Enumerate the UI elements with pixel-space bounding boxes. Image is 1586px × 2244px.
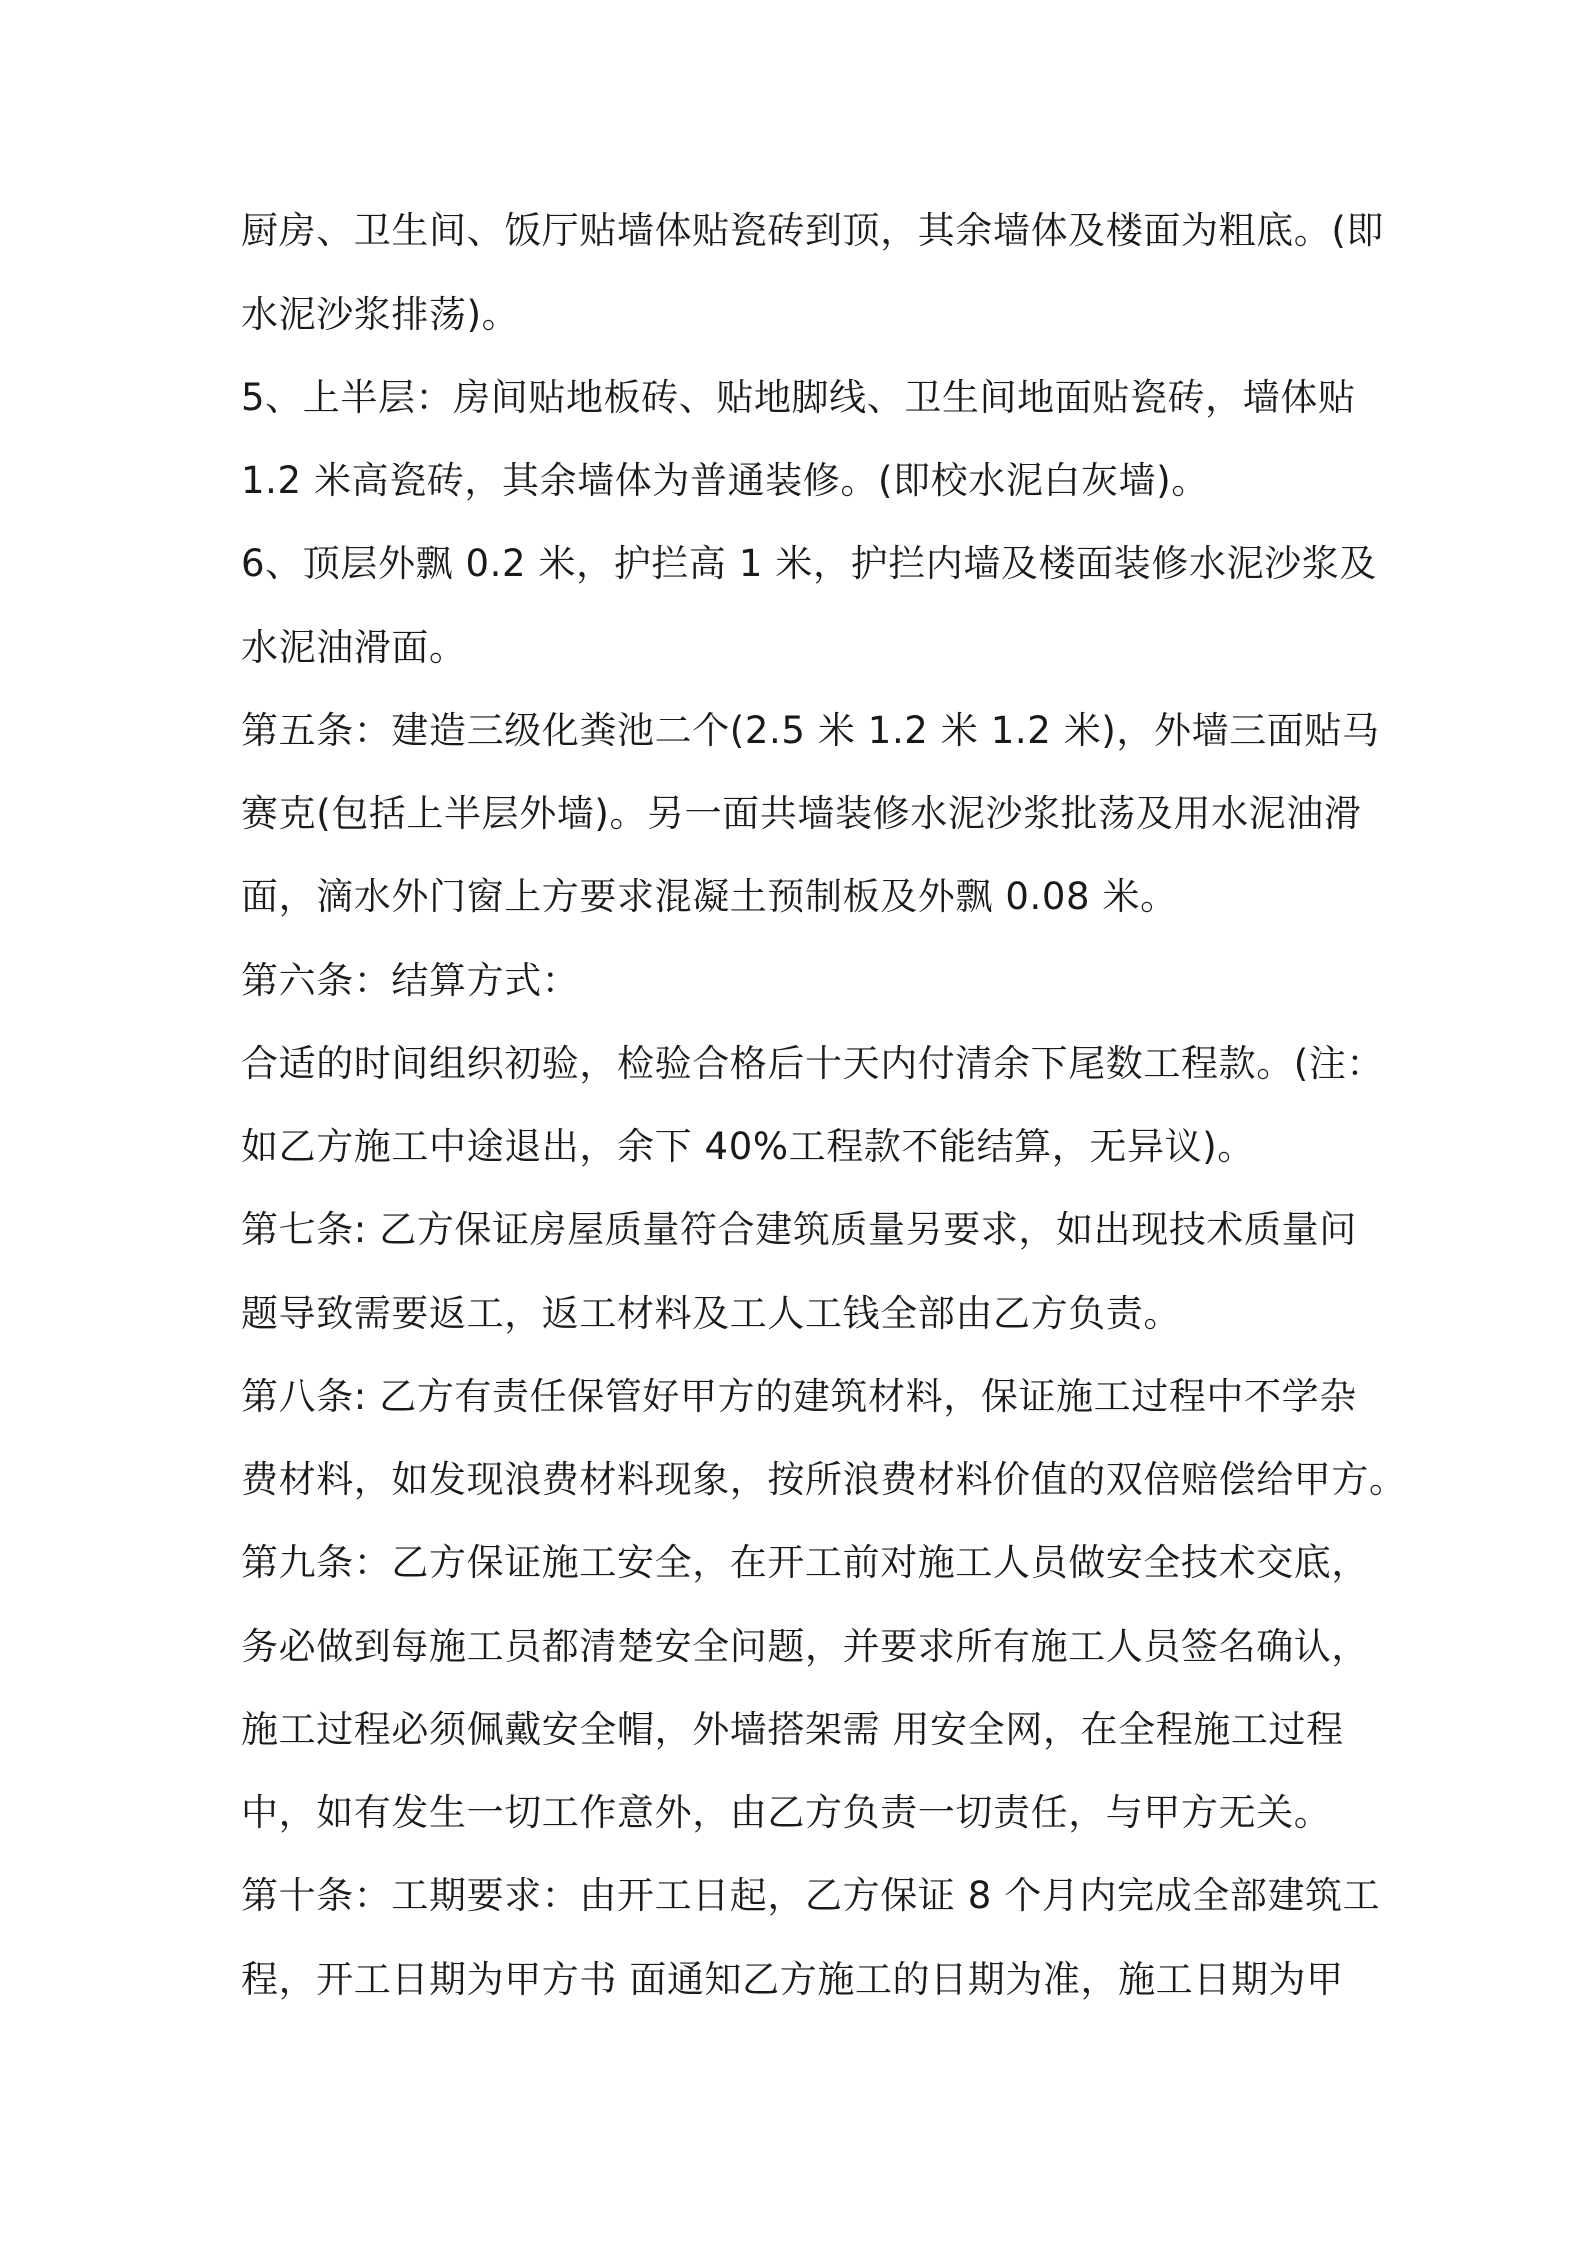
text-line: 费材料，如发现浪费材料现象，按所浪费材料价值的双倍赔偿给甲方。 (241, 1458, 1407, 1501)
text-line: 厨房、卫生间、饭厅贴墙体贴瓷砖到顶，其余墙体及楼面为粗底。(即 (241, 209, 1385, 252)
text-line: 水泥沙浆排荡)。 (241, 293, 520, 336)
text-line: 题导致需要返工，返工材料及工人工钱全部由乙方负责。 (241, 1292, 1181, 1335)
text-line: 如乙方施工中途退出，余下 40%工程款不能结算，无异议)。 (241, 1125, 1255, 1168)
text-line: 5、上半层：房间贴地板砖、贴地脚线、卫生间地面贴瓷砖，墙体贴 (241, 376, 1356, 419)
text-line: 水泥油滑面。 (241, 626, 467, 669)
text-line: 程，开工日期为甲方书 面通知乙方施工的日期为准，施工日期为甲 (241, 1958, 1344, 2001)
text-line: 赛克(包括上半层外墙)。另一面共墙装修水泥沙浆批荡及用水泥油滑 (241, 792, 1362, 835)
text-line: 6、顶层外飘 0.2 米，护拦高 1 米，护拦内墙及楼面装修水泥沙浆及 (241, 542, 1377, 585)
text-line: 第六条：结算方式： (241, 959, 580, 1002)
text-line: 施工过程必须佩戴安全帽，外墙搭架需 用安全网，在全程施工过程 (241, 1708, 1344, 1751)
text-line: 第五条：建造三级化粪池二个(2.5 米 1.2 米 1.2 米)，外墙三面贴马 (241, 709, 1380, 752)
text-line: 1.2 米高瓷砖，其余墙体为普通装修。(即校水泥白灰墙)。 (241, 459, 1209, 502)
text-line: 面，滴水外门窗上方要求混凝土预制板及外飘 0.08 米。 (241, 875, 1178, 918)
text-line: 务必做到每施工员都清楚安全问题，并要求所有施工人员签名确认， (241, 1625, 1369, 1668)
text-line: 第十条：工期要求：由开工日起，乙方保证 8 个月内完成全部建筑工 (241, 1874, 1381, 1917)
text-line: 合适的时间组织初验，检验合格后十天内付清余下尾数工程款。(注： (241, 1042, 1385, 1085)
text-line: 第七条: 乙方保证房屋质量符合建筑质量另要求，如出现技术质量问 (241, 1208, 1357, 1251)
text-line: 第九条：乙方保证施工安全，在开工前对施工人员做安全技术交底， (241, 1541, 1369, 1584)
text-line: 第八条: 乙方有责任保管好甲方的建筑材料，保证施工过程中不学杂 (241, 1375, 1357, 1418)
text-line: 中，如有发生一切工作意外，由乙方负责一切责任，与甲方无关。 (241, 1791, 1332, 1834)
